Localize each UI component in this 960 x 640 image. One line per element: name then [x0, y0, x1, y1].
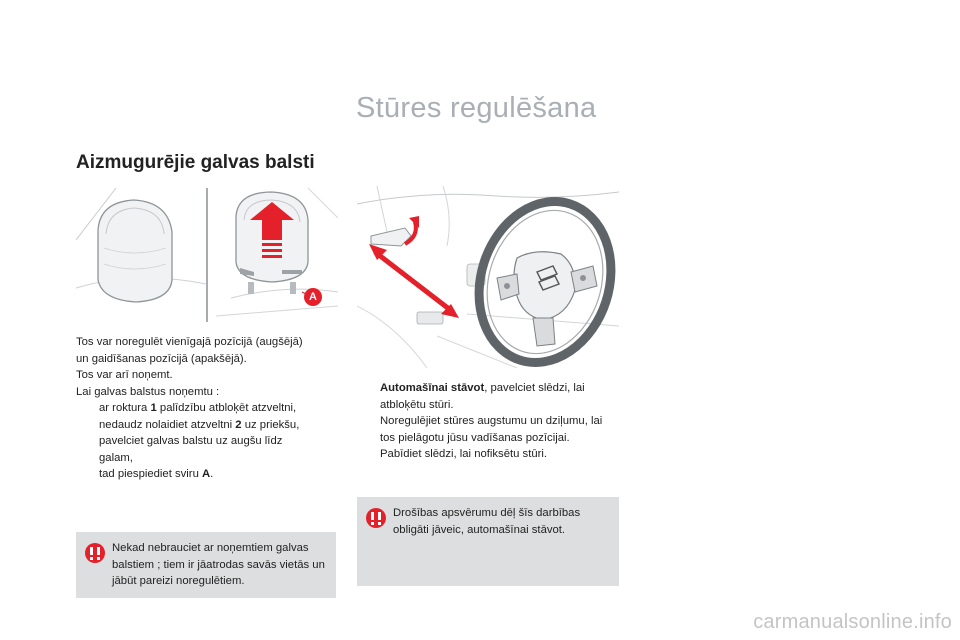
headrest-intro-line: Tos var arī noņemt. — [76, 369, 173, 381]
step-text: , pavelciet slēdzi, lai atbloķētu stūri. — [380, 382, 585, 411]
warning-icon — [365, 507, 387, 535]
callout-a: A — [304, 288, 322, 306]
list-item — [76, 417, 338, 434]
headrest-illustration — [76, 188, 338, 322]
headrest-intro-line: un gaidīšanas pozīcijā (apakšējā). — [76, 352, 247, 365]
step-text: Noregulējiet stūres augstumu un dziļumu, lai tos pielāgotu jūsu vadīšanas pozīcijai. — [380, 415, 603, 444]
headrest-instructions — [76, 334, 338, 483]
step-text: palīdzību atbloķēt atzveltni, — [156, 402, 297, 414]
headrest-intro-line: Tos var noregulēt vienīgajā pozīcijā (augšējā) — [76, 336, 303, 348]
watermark: carmanualsonline.info — [753, 611, 952, 633]
steering-warning-box — [357, 497, 619, 586]
section-heading: Aizmugurējie galvas balsti — [76, 152, 315, 173]
step-text: ar roktura — [99, 402, 151, 414]
list-item — [76, 433, 338, 466]
step-bold: 2 — [235, 418, 242, 431]
step-text: pavelciet galvas balstu uz augšu līdz galam, — [99, 435, 283, 464]
steering-wheel-illustration — [357, 186, 619, 368]
list-item — [76, 466, 338, 483]
warning-icon — [84, 542, 106, 570]
list-item — [357, 380, 619, 413]
step-text: . — [210, 468, 214, 480]
step-bold: Automašīnai stāvot — [380, 382, 485, 394]
step-bold: A — [202, 468, 211, 480]
step-text: uz priekšu, — [241, 418, 300, 431]
headrest-intro-line: Lai galvas balstus noņemtu : — [76, 385, 220, 398]
step-bold: 1 — [150, 402, 157, 414]
steering-warning-text: Drošības apsvērumu dēļ šīs darbības obligāti jāveic, automašīnai stāvot. — [393, 507, 581, 536]
list-item — [357, 413, 619, 446]
steering-instructions — [357, 380, 619, 463]
headrest-steps-list — [76, 400, 338, 483]
list-item — [357, 446, 619, 463]
step-text: Pabīdiet slēdzi, lai nofiksētu stūri. — [380, 448, 548, 460]
headrest-warning-box — [76, 532, 336, 598]
list-item — [76, 400, 338, 417]
step-text: nedaudz nolaidiet atzveltni — [99, 418, 236, 431]
steering-steps-list — [357, 380, 619, 463]
page-title: Stūres regulēšana — [356, 92, 597, 124]
step-text: tad piespiediet sviru — [99, 468, 202, 480]
headrest-warning-text: Nekad nebrauciet ar noņemtiem galvas balstiem ; tiem ir jāatrodas savās vietās un jābūt pareizi noregulētiem. — [112, 542, 325, 587]
